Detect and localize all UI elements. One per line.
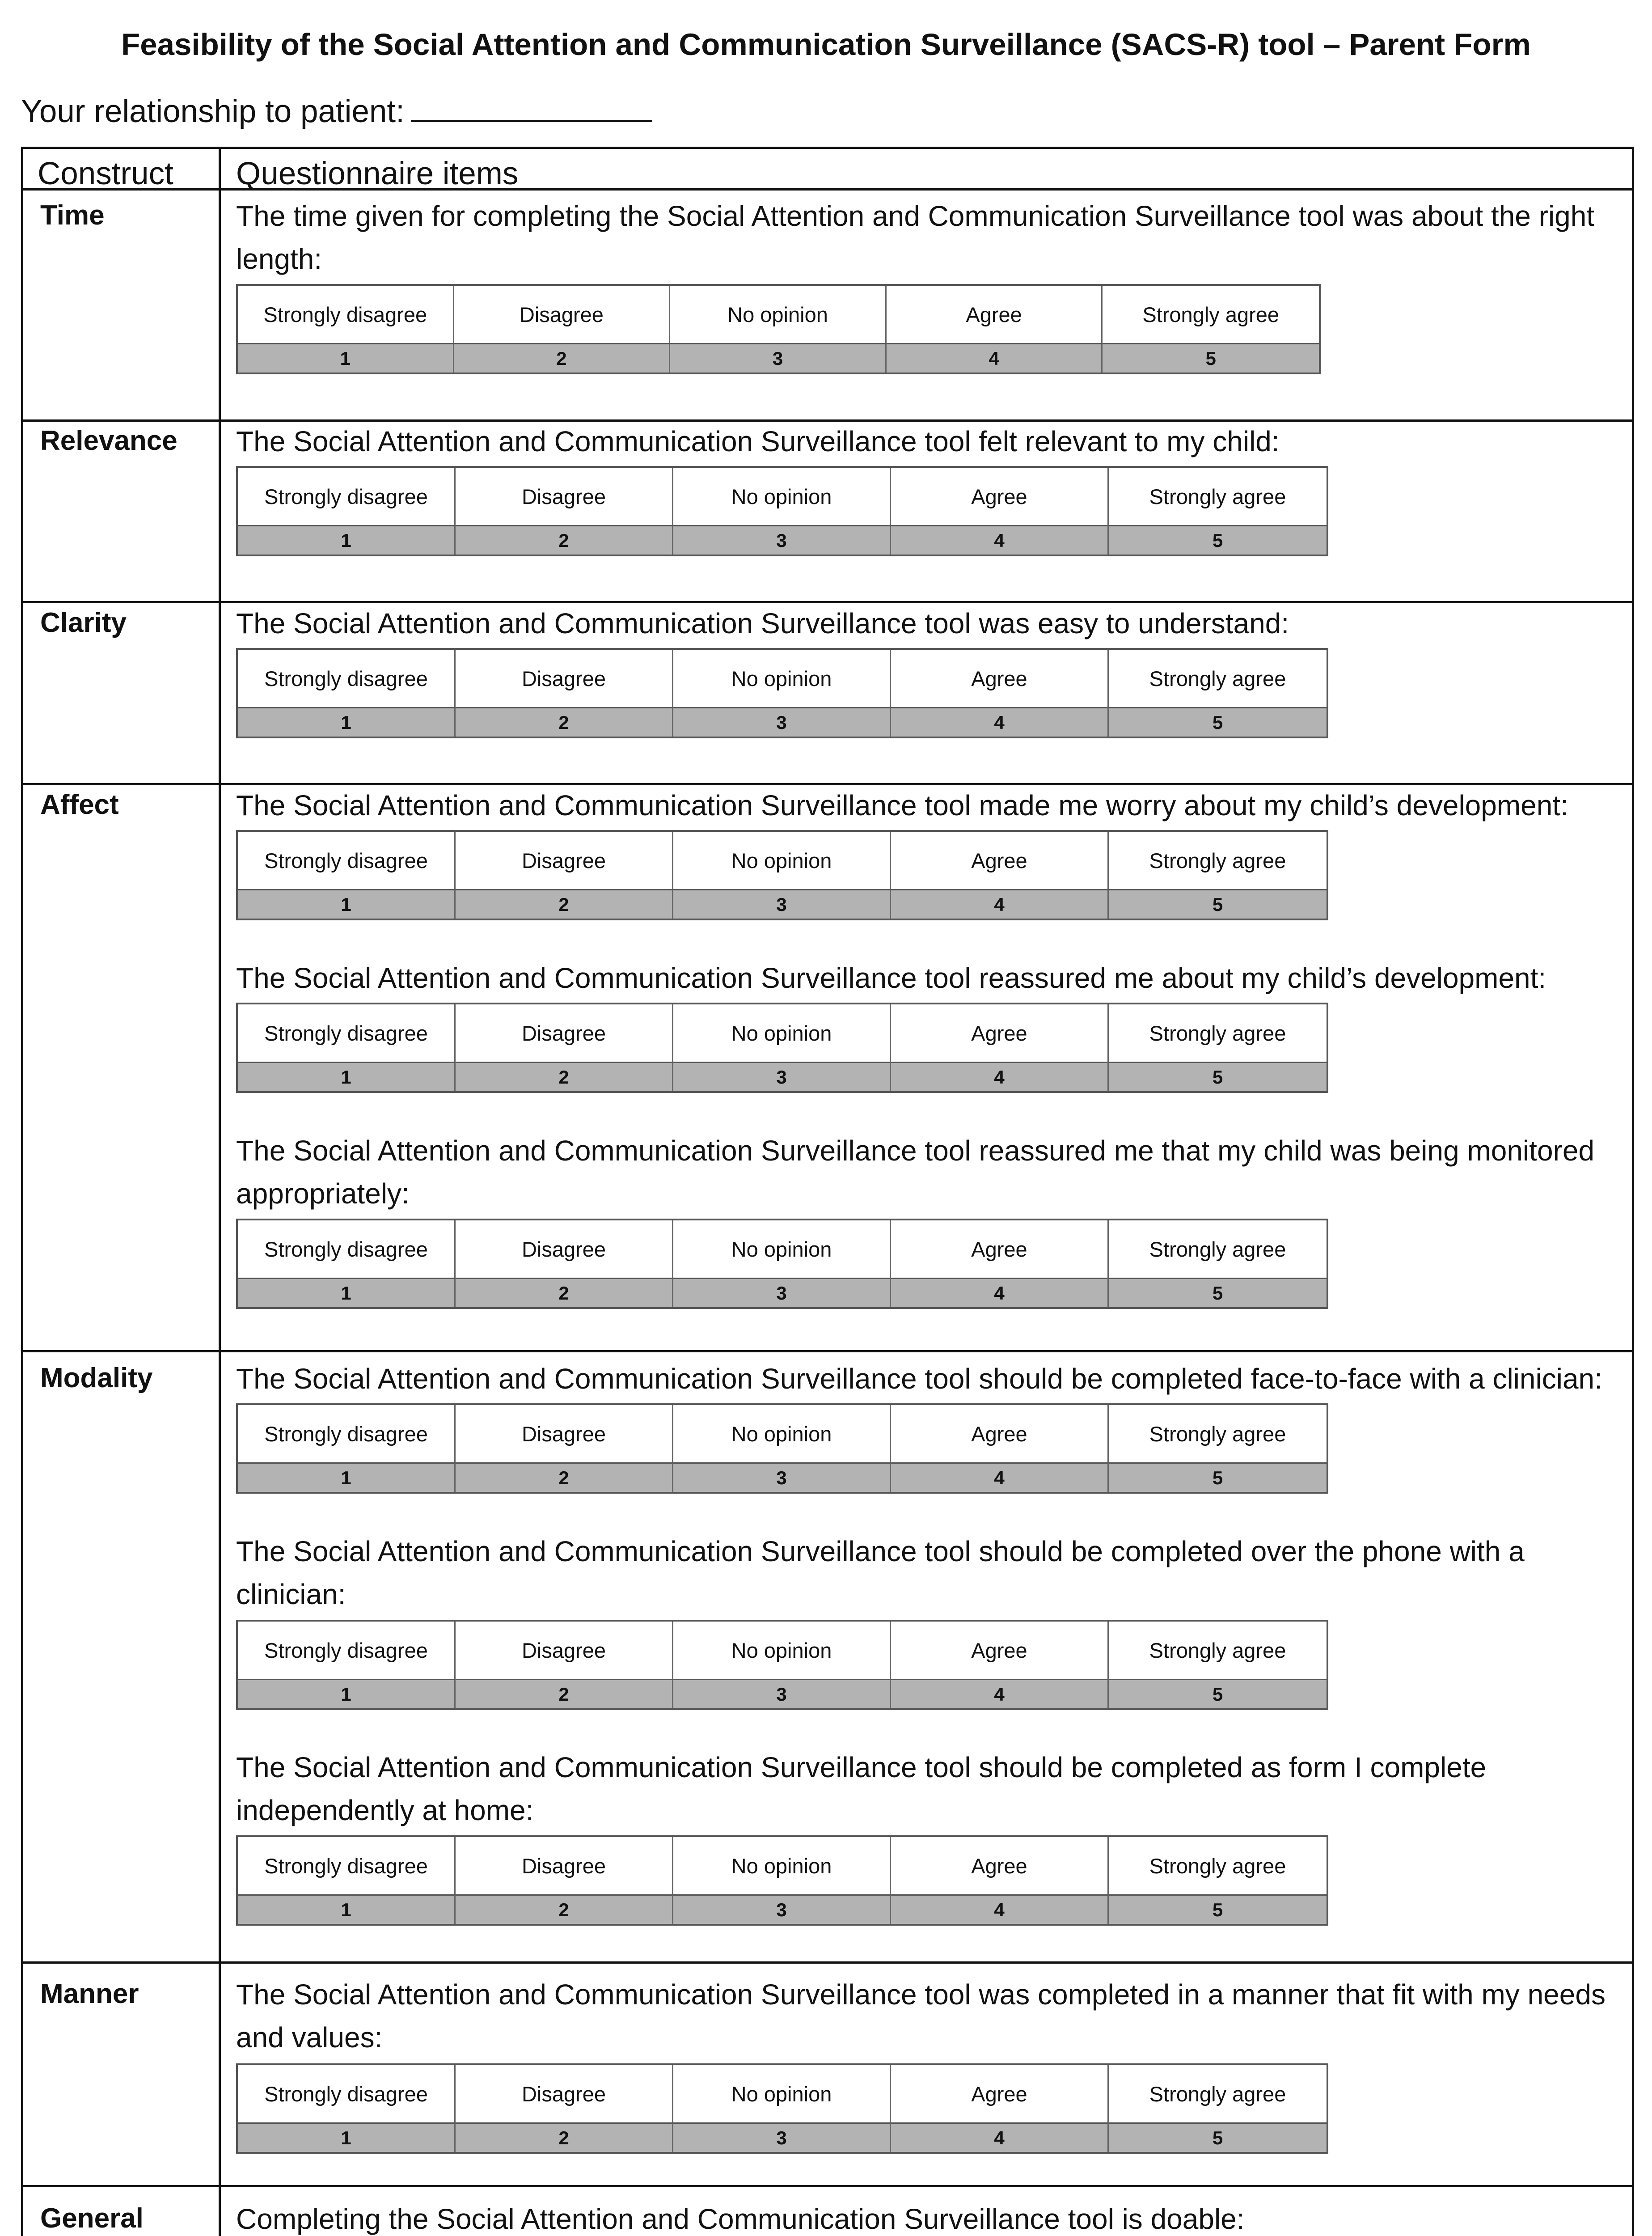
- item-clarity-1: The Social Attention and Communication Surveillance tool was easy to understand:: [236, 607, 1289, 639]
- header-construct: Construct: [38, 156, 173, 191]
- likert-scale: [236, 1003, 1328, 1093]
- construct-modality: Modality: [40, 1363, 153, 1393]
- scale-option-3[interactable]: 3: [673, 2122, 891, 2152]
- scale-option-4[interactable]: 4: [891, 1462, 1109, 1492]
- scale-option-2[interactable]: 2: [456, 707, 673, 737]
- scale-option-2[interactable]: 2: [456, 2122, 673, 2152]
- scale-option-label: Disagree: [456, 1837, 673, 1894]
- scale-option-label: Strongly disagree: [238, 1004, 456, 1062]
- scale-option-label: Strongly agree: [1149, 1021, 1286, 1045]
- item-time-1: The time given for completing the Social Attention and Communication Surveillance tool was about the right length:: [236, 200, 1595, 275]
- scale-option-label: No opinion: [673, 1622, 891, 1679]
- likert-scale: [236, 1620, 1328, 1710]
- scale-option-3[interactable]: 3: [673, 1062, 891, 1091]
- scale-option-1[interactable]: 1: [238, 1062, 456, 1091]
- scale-option-1[interactable]: 1: [238, 889, 456, 919]
- scale-option-label: No opinion: [673, 832, 891, 889]
- scale-option-label: Disagree: [456, 1405, 673, 1462]
- scale-option-label: Disagree: [456, 650, 673, 707]
- form-title: Feasibility of the Social Attention and Communication Surveillance (SACS-R) tool – Parent Form: [121, 27, 1531, 62]
- likert-scale: [236, 830, 1328, 920]
- scale-option-label: Strongly agree: [1149, 848, 1286, 872]
- scale-option-3[interactable]: 3: [673, 889, 891, 919]
- scale-option-label: No opinion: [670, 286, 887, 343]
- item-modality-3: The Social Attention and Communication Surveillance tool should be completed as form I complete independently at home:: [236, 1751, 1487, 1826]
- scale-option-5[interactable]: 5: [1109, 1679, 1327, 1708]
- questionnaire-table: [21, 147, 1634, 2236]
- scale-option-label: Strongly agree: [1142, 302, 1280, 326]
- item-affect-3: The Social Attention and Communication Surveillance tool reassured me that my child was being monitored appropriately:: [236, 1135, 1595, 1210]
- row-divider: [23, 1350, 1632, 1352]
- scale-option-2[interactable]: 2: [456, 1278, 673, 1307]
- scale-option-label: No opinion: [673, 1004, 891, 1062]
- scale-option-3[interactable]: 3: [670, 343, 887, 373]
- likert-scale: [236, 284, 1321, 374]
- scale-option-3[interactable]: 3: [673, 1679, 891, 1708]
- likert-scale: [236, 466, 1328, 556]
- scale-option-label: Strongly agree: [1149, 2082, 1286, 2106]
- scale-option-3[interactable]: 3: [673, 1278, 891, 1307]
- item-modality-2: The Social Attention and Communication Surveillance tool should be completed over the phone with a clinician:: [236, 1535, 1525, 1610]
- scale-option-4[interactable]: 4: [891, 525, 1109, 555]
- scale-option-2[interactable]: 2: [454, 343, 671, 373]
- header-questionnaire-items: Questionnaire items: [236, 156, 519, 191]
- scale-option-5[interactable]: 5: [1109, 889, 1327, 919]
- scale-option-label: Strongly agree: [1149, 1638, 1286, 1662]
- scale-option-5[interactable]: 5: [1109, 1062, 1327, 1091]
- likert-scale: [236, 2063, 1328, 2154]
- scale-option-label: Strongly disagree: [238, 286, 454, 343]
- scale-option-2[interactable]: 2: [456, 1679, 673, 1708]
- scale-option-label: Strongly agree: [1149, 666, 1286, 690]
- likert-scale: [236, 1403, 1328, 1494]
- scale-option-1[interactable]: 1: [238, 1679, 456, 1708]
- scale-option-label: Disagree: [456, 1622, 673, 1679]
- scale-option-label: Strongly disagree: [238, 650, 456, 707]
- scale-option-5[interactable]: 5: [1109, 1462, 1327, 1492]
- scale-option-2[interactable]: 2: [456, 1894, 673, 1924]
- scale-option-1[interactable]: 1: [238, 2122, 456, 2152]
- scale-option-2[interactable]: 2: [456, 1062, 673, 1091]
- scale-option-label: Strongly agree: [1149, 1422, 1286, 1446]
- scale-option-label: Disagree: [454, 286, 671, 343]
- scale-option-4[interactable]: 4: [891, 1894, 1109, 1924]
- item-relevance-1: The Social Attention and Communication Surveillance tool felt relevant to my child:: [236, 425, 1280, 457]
- scale-option-label: Strongly disagree: [238, 1405, 456, 1462]
- scale-option-5[interactable]: 5: [1109, 1894, 1327, 1924]
- scale-option-4[interactable]: 4: [891, 1679, 1109, 1708]
- scale-option-5[interactable]: 5: [1109, 2122, 1327, 2152]
- construct-clarity: Clarity: [40, 607, 127, 638]
- scale-option-label: Strongly disagree: [238, 1220, 456, 1278]
- scale-option-1[interactable]: 1: [238, 1462, 456, 1492]
- likert-scale: [236, 1219, 1328, 1309]
- scale-option-label: No opinion: [673, 2065, 891, 2122]
- relationship-label: Your relationship to patient:: [21, 94, 405, 129]
- scale-option-3[interactable]: 3: [673, 525, 891, 555]
- scale-option-label: Strongly disagree: [238, 1837, 456, 1894]
- scale-option-label: Agree: [891, 1622, 1109, 1679]
- scale-option-2[interactable]: 2: [456, 525, 673, 555]
- construct-relevance: Relevance: [40, 425, 177, 456]
- scale-option-label: Disagree: [456, 468, 673, 525]
- scale-option-3[interactable]: 3: [673, 1894, 891, 1924]
- scale-option-label: Agree: [891, 1405, 1109, 1462]
- scale-option-label: No opinion: [673, 1220, 891, 1278]
- scale-option-5[interactable]: 5: [1109, 1278, 1327, 1307]
- row-divider: [23, 188, 1632, 191]
- scale-option-4[interactable]: 4: [891, 1278, 1109, 1307]
- construct-time: Time: [40, 200, 105, 231]
- scale-option-3[interactable]: 3: [673, 707, 891, 737]
- row-divider: [23, 1961, 1632, 1964]
- item-manner-1: The Social Attention and Communication Surveillance tool was completed in a manner that fit with my needs and values:: [236, 1978, 1606, 2054]
- likert-scale: [236, 1835, 1328, 1926]
- scale-option-label: Agree: [891, 2065, 1109, 2122]
- scale-option-label: Agree: [891, 1220, 1109, 1278]
- scale-option-label: Strongly disagree: [238, 468, 456, 525]
- scale-option-5[interactable]: 5: [1103, 343, 1319, 373]
- scale-option-label: Strongly agree: [1149, 484, 1286, 508]
- item-affect-2: The Social Attention and Communication Surveillance tool reassured me about my child’s development:: [236, 962, 1546, 994]
- scale-option-label: Disagree: [456, 2065, 673, 2122]
- scale-option-3[interactable]: 3: [673, 1462, 891, 1492]
- scale-option-label: No opinion: [673, 1837, 891, 1894]
- scale-option-label: Agree: [891, 650, 1109, 707]
- scale-option-1[interactable]: 1: [238, 525, 456, 555]
- relationship-blank-line[interactable]: [411, 87, 652, 122]
- scale-option-label: Strongly disagree: [238, 1622, 456, 1679]
- scale-option-label: No opinion: [673, 1405, 891, 1462]
- construct-affect: Affect: [40, 789, 119, 820]
- scale-option-label: Agree: [887, 286, 1103, 343]
- scale-option-2[interactable]: 2: [456, 889, 673, 919]
- scale-option-label: Strongly disagree: [238, 832, 456, 889]
- scale-option-label: Strongly agree: [1149, 1237, 1286, 1261]
- row-divider: [23, 2185, 1632, 2187]
- scale-option-label: No opinion: [673, 650, 891, 707]
- column-divider: [219, 149, 221, 2236]
- scale-option-label: Agree: [891, 468, 1109, 525]
- item-general-feasibility-1: Completing the Social Attention and Communication Surveillance tool is doable:: [236, 2203, 1245, 2235]
- item-modality-1: The Social Attention and Communication Surveillance tool should be completed face-to-face with a clinician:: [236, 1363, 1602, 1395]
- scale-option-label: Agree: [891, 1837, 1109, 1894]
- scale-option-1[interactable]: 1: [238, 1278, 456, 1307]
- scale-option-4[interactable]: 4: [891, 889, 1109, 919]
- scale-option-4[interactable]: 4: [887, 343, 1103, 373]
- scale-option-5[interactable]: 5: [1109, 525, 1327, 555]
- scale-option-label: Strongly disagree: [238, 2065, 456, 2122]
- scale-option-label: Disagree: [456, 1220, 673, 1278]
- scale-option-label: Agree: [891, 832, 1109, 889]
- likert-scale: [236, 648, 1328, 738]
- scale-option-1[interactable]: 1: [238, 707, 456, 737]
- item-affect-1: The Social Attention and Communication Surveillance tool made me worry about my child’s development:: [236, 789, 1568, 822]
- construct-manner: Manner: [40, 1978, 139, 2009]
- scale-option-1[interactable]: 1: [238, 1894, 456, 1924]
- relationship-field: [21, 87, 652, 133]
- scale-option-5[interactable]: 5: [1109, 707, 1327, 737]
- scale-option-label: No opinion: [673, 468, 891, 525]
- scale-option-4[interactable]: 4: [891, 1062, 1109, 1091]
- scale-option-4[interactable]: 4: [891, 707, 1109, 737]
- scale-option-label: Disagree: [456, 832, 673, 889]
- construct-general-feasibility: General: [40, 2203, 144, 2234]
- scale-option-label: Agree: [891, 1004, 1109, 1062]
- scale-option-1[interactable]: 1: [238, 343, 454, 373]
- scale-option-label: Disagree: [456, 1004, 673, 1062]
- scale-option-2[interactable]: 2: [456, 1462, 673, 1492]
- scale-option-4[interactable]: 4: [891, 2122, 1109, 2152]
- scale-option-label: Strongly agree: [1149, 1854, 1286, 1878]
